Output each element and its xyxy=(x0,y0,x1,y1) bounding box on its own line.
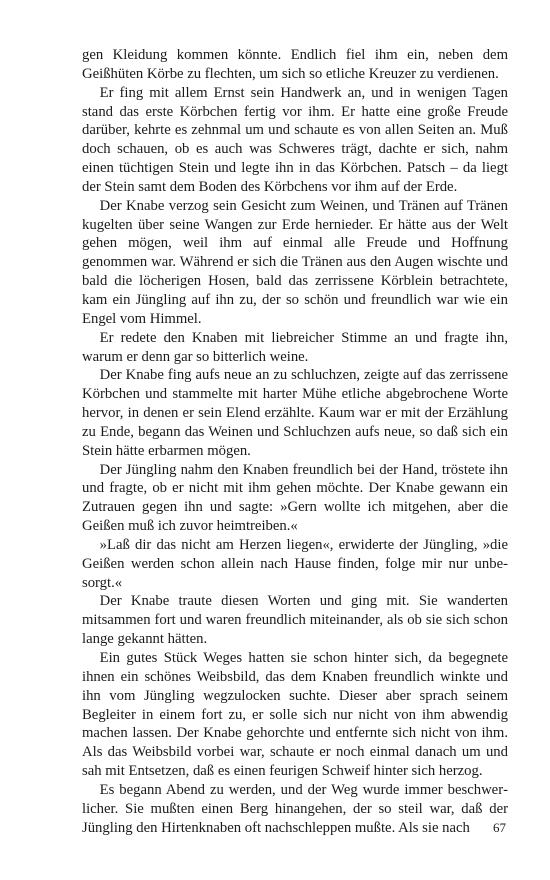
paragraph-6: Der Jüngling nahm den Knaben freundlich bei der Hand, tröstete ihn und fragte, ob er nicht mit ihm gehen möchte. Der Knabe gewann ein Zutrauen gegen ihn und sagte: »Gern wollte ich mitgehen, aber die Geißen muß ich zuvor heimtreiben.« xyxy=(82,461,508,535)
page-number: 67 xyxy=(493,820,506,835)
paragraph-3: Der Knabe verzog sein Gesicht zum Weinen, und Tränen auf Tränen kugelten über seine Wangen zur Erde hernieder. Er hätte aus der Welt gehen mögen, weil ihm auf einmal alle Freude und Hoffnung genommen war. Während er sich die Tränen aus den Augen wischte und bald die löcherigen Hosen, bald das zerrissene Körblein betrachtete, kam ein Jüngling auf ihn zu, der so schön und freundlich war wie ein Engel vom Himmel. xyxy=(82,197,508,327)
body-text xyxy=(82,46,508,837)
paragraph-1: gen Kleidung kommen könnte. Endlich fiel ihm ein, neben dem Geißhüten Körbe zu flechten, um sich so etliche Kreuzer zu verdienen. xyxy=(82,47,508,82)
paragraph-5: Der Knabe fing aufs neue an zu schluchzen, zeigte auf das zerrissene Körbchen und stammelte mit harter Mühe etliche abgebrochene Worte hervor, in denen er sein Elend erzählte. Kaum war er mit der Erzählung zu Ende, begann das Weinen und Schluchzen aufs neue, so daß sich ein Stein hätte erbarmen mögen. xyxy=(82,367,508,459)
paragraph-2: Er fing mit allem Ernst sein Handwerk an, und in wenigen Tagen stand das erste Körbchen fertig vor ihm. Er hatte eine große Freude darüber, kehrte es zehnmal um und schaute es von allen Seiten an. Muß doch schauen, ob es auch was Schweres trägt, dachte er sich, nahm einen tüchtigen Stein und legte ihn in das Körbchen. Patsch – da liegt der Stein samt dem Boden des Körbchens vor ihm auf der Erde. xyxy=(82,84,508,195)
paragraph-9: Ein gutes Stück Weges hatten sie schon hinter sich, da begegnete ihnen ein schönes Weibsbild, das dem Knaben freundlich winkte und ihn vom Jüngling wegzulocken suchte. Dieser aber sprach seinem Begleiter in einem fort zu, er solle sich nur nicht von ihm abwendig machen lassen. Der Knabe gehorchte und entfernte sich nicht von ihm. Als das Weibsbild vorbei war, schaute er noch einmal danach um und sah mit Entsetzen, daß es einen feurigen Schweif hinter sich herzog. xyxy=(82,650,508,780)
paragraph-8: Der Knabe traute diesen Worten und ging mit. Sie wanderten mitsammen fort und waren freundlich miteinander, als ob sie sich schon lange gekannt hätten. xyxy=(82,593,508,648)
paragraph-10: Es begann Abend zu werden, und der Weg wurde immer beschwerlicher. Sie mußten einen Berg hinangehen, der so steil war, daß der Jüngling den Hirtenknaben oft nachschleppen mußte. Als sie nach xyxy=(82,781,508,836)
paragraph-4: Er redete den Knaben mit liebreicher Stimme an und fragte ihn, warum er denn gar so bitterlich weine. xyxy=(82,329,508,365)
paragraph-7: »Laß dir das nicht am Herzen liegen«, erwiderte der Jüngling, »die Geißen werden schon allein nach Hause finden, folge mir nur unbesorgt.« xyxy=(82,536,508,591)
